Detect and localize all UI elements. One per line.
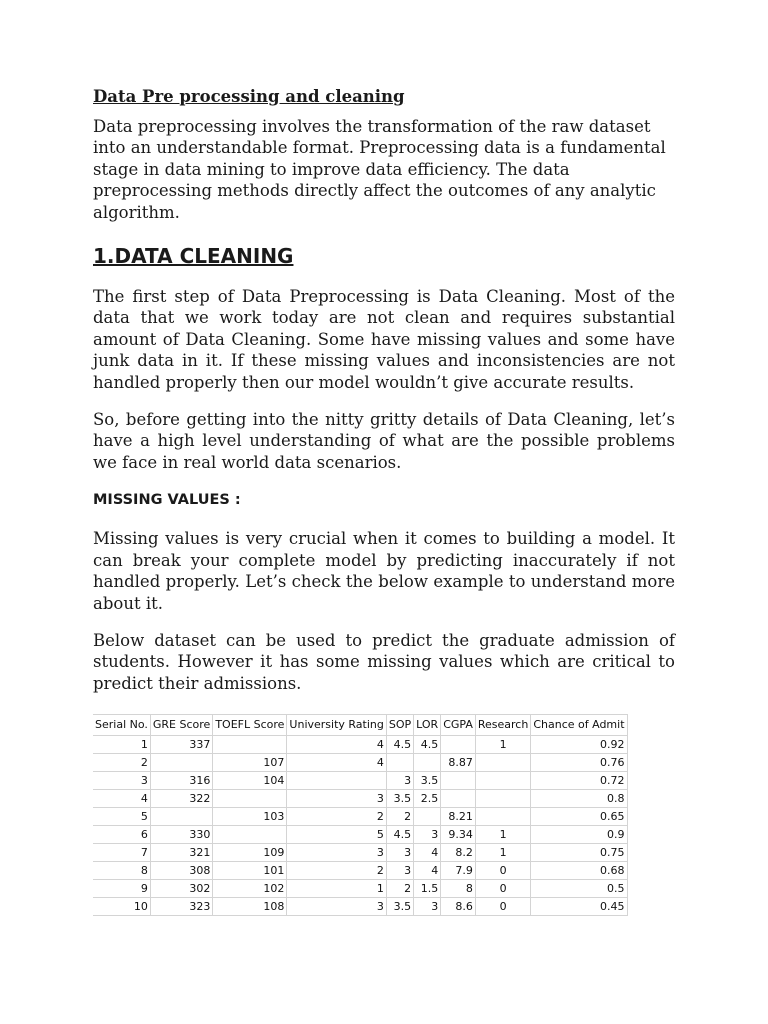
column-header: University Rating	[287, 715, 386, 736]
table-cell: 308	[150, 862, 212, 880]
table-cell: 0.76	[531, 754, 627, 772]
table-cell: 1.5	[414, 880, 441, 898]
table-cell: 8.87	[441, 754, 476, 772]
table-cell: 7	[93, 844, 150, 862]
missing-paragraph-1: Missing values is very crucial when it comes to building a model. It can break your complete model by predicting inaccurately if not handled properly. Let’s check the below example to understand more about it.	[93, 529, 675, 613]
admission-data-table	[93, 714, 628, 916]
missing-paragraph-2: Below dataset can be used to predict the graduate admission of students. However it has some missing values which are critical to predict their admissions.	[93, 630, 675, 693]
table-cell: 3	[414, 826, 441, 844]
column-header: Serial No.	[93, 715, 150, 736]
table-cell: 0.72	[531, 772, 627, 790]
table-cell: 8	[93, 862, 150, 880]
table-cell: 4.5	[414, 736, 441, 754]
column-header: GRE Score	[150, 715, 212, 736]
table-cell: 3	[386, 772, 413, 790]
intro-paragraph: Data preprocessing involves the transformation of the raw dataset into an understandable format. Preprocessing data is a fundamental stage in data mining to improve data efficiency. The data preprocessing methods directly affect the outcomes of any analytic algorithm.	[93, 117, 666, 222]
table-cell	[213, 826, 287, 844]
table-header-row	[93, 715, 627, 736]
heading-missing-values: MISSING VALUES :	[93, 492, 241, 509]
table-cell: 0.68	[531, 862, 627, 880]
table-cell: 0	[475, 898, 530, 916]
table-cell: 1	[93, 736, 150, 754]
table-row	[93, 808, 627, 826]
table-row	[93, 898, 627, 916]
table-cell: 8.2	[441, 844, 476, 862]
table-row	[93, 862, 627, 880]
table-cell: 8.6	[441, 898, 476, 916]
table-cell: 337	[150, 736, 212, 754]
table-cell: 3.5	[386, 790, 413, 808]
table-cell	[150, 808, 212, 826]
table-cell: 10	[93, 898, 150, 916]
table-cell: 7.9	[441, 862, 476, 880]
heading-data-cleaning: 1.DATA CLEANING	[93, 244, 294, 269]
table-cell	[213, 736, 287, 754]
table-cell: 5	[287, 826, 386, 844]
table-cell: 3.5	[414, 772, 441, 790]
table-cell	[414, 754, 441, 772]
table-cell: 2	[287, 808, 386, 826]
table-row	[93, 826, 627, 844]
table-cell: 107	[213, 754, 287, 772]
column-header: LOR	[414, 715, 441, 736]
cleaning-paragraph-1: The first step of Data Preprocessing is Data Cleaning. Most of the data that we work today are not clean and requires substantial amount of Data Cleaning. Some have missing values and some have junk data in it. If these missing values and inconsistencies are not handled properly then our model wouldn’t give accurate results.	[93, 287, 675, 392]
table-cell: 2	[287, 862, 386, 880]
table-cell	[441, 772, 476, 790]
table-cell: 0.9	[531, 826, 627, 844]
table-cell: 1	[475, 844, 530, 862]
table-cell: 323	[150, 898, 212, 916]
table-cell: 321	[150, 844, 212, 862]
table-cell: 9	[93, 880, 150, 898]
table-cell: 5	[93, 808, 150, 826]
table-cell	[414, 808, 441, 826]
table-cell	[441, 790, 476, 808]
table-row	[93, 880, 627, 898]
table-cell: 2	[386, 808, 413, 826]
table-cell	[441, 736, 476, 754]
table-cell: 2.5	[414, 790, 441, 808]
table-cell: 0.45	[531, 898, 627, 916]
table-cell: 109	[213, 844, 287, 862]
table-cell: 103	[213, 808, 287, 826]
table-cell: 4	[287, 736, 386, 754]
table-cell: 2	[386, 880, 413, 898]
table-cell: 101	[213, 862, 287, 880]
table-row	[93, 844, 627, 862]
table-cell: 104	[213, 772, 287, 790]
section-title: Data Pre processing and cleaning	[93, 87, 405, 106]
table-cell: 1	[475, 736, 530, 754]
table-cell	[475, 772, 530, 790]
table-cell: 4	[287, 754, 386, 772]
column-header: Chance of Admit	[531, 715, 627, 736]
table-cell: 4	[93, 790, 150, 808]
table-cell	[475, 808, 530, 826]
table-row	[93, 754, 627, 772]
table-cell: 3	[93, 772, 150, 790]
table-cell: 3	[287, 844, 386, 862]
table-cell: 0	[475, 862, 530, 880]
table-cell: 0.65	[531, 808, 627, 826]
table-cell: 0.5	[531, 880, 627, 898]
table-cell: 0.92	[531, 736, 627, 754]
table-cell: 0.75	[531, 844, 627, 862]
table-cell: 4.5	[386, 736, 413, 754]
table-cell: 0	[475, 880, 530, 898]
column-header: CGPA	[441, 715, 476, 736]
table-cell: 4	[414, 862, 441, 880]
table-cell	[475, 754, 530, 772]
table-cell: 4.5	[386, 826, 413, 844]
table-cell: 8.21	[441, 808, 476, 826]
table-cell	[150, 754, 212, 772]
table-row	[93, 790, 627, 808]
table-cell	[475, 790, 530, 808]
table-cell: 3	[386, 862, 413, 880]
table-cell: 108	[213, 898, 287, 916]
table-cell: 0.8	[531, 790, 627, 808]
table-cell: 2	[93, 754, 150, 772]
table-cell: 8	[441, 880, 476, 898]
table-cell: 322	[150, 790, 212, 808]
table-cell: 4	[414, 844, 441, 862]
table-cell: 316	[150, 772, 212, 790]
table-cell: 302	[150, 880, 212, 898]
column-header: SOP	[386, 715, 413, 736]
table-cell: 1	[287, 880, 386, 898]
table-row	[93, 736, 627, 754]
table-cell: 102	[213, 880, 287, 898]
table-cell: 6	[93, 826, 150, 844]
column-header: Research	[475, 715, 530, 736]
table-cell: 330	[150, 826, 212, 844]
table-cell: 3	[287, 790, 386, 808]
cleaning-paragraph-2: So, before getting into the nitty gritty details of Data Cleaning, let’s have a high level understanding of what are the possible problems we face in real world data scenarios.	[93, 410, 675, 472]
table-cell: 1	[475, 826, 530, 844]
table-cell	[287, 772, 386, 790]
table-cell: 3	[386, 844, 413, 862]
table-cell: 3.5	[386, 898, 413, 916]
table-row	[93, 772, 627, 790]
table-cell: 9.34	[441, 826, 476, 844]
column-header: TOEFL Score	[213, 715, 287, 736]
table-cell	[213, 790, 287, 808]
document-page	[93, 86, 675, 694]
table-cell: 3	[414, 898, 441, 916]
table-cell: 3	[287, 898, 386, 916]
table-cell	[386, 754, 413, 772]
